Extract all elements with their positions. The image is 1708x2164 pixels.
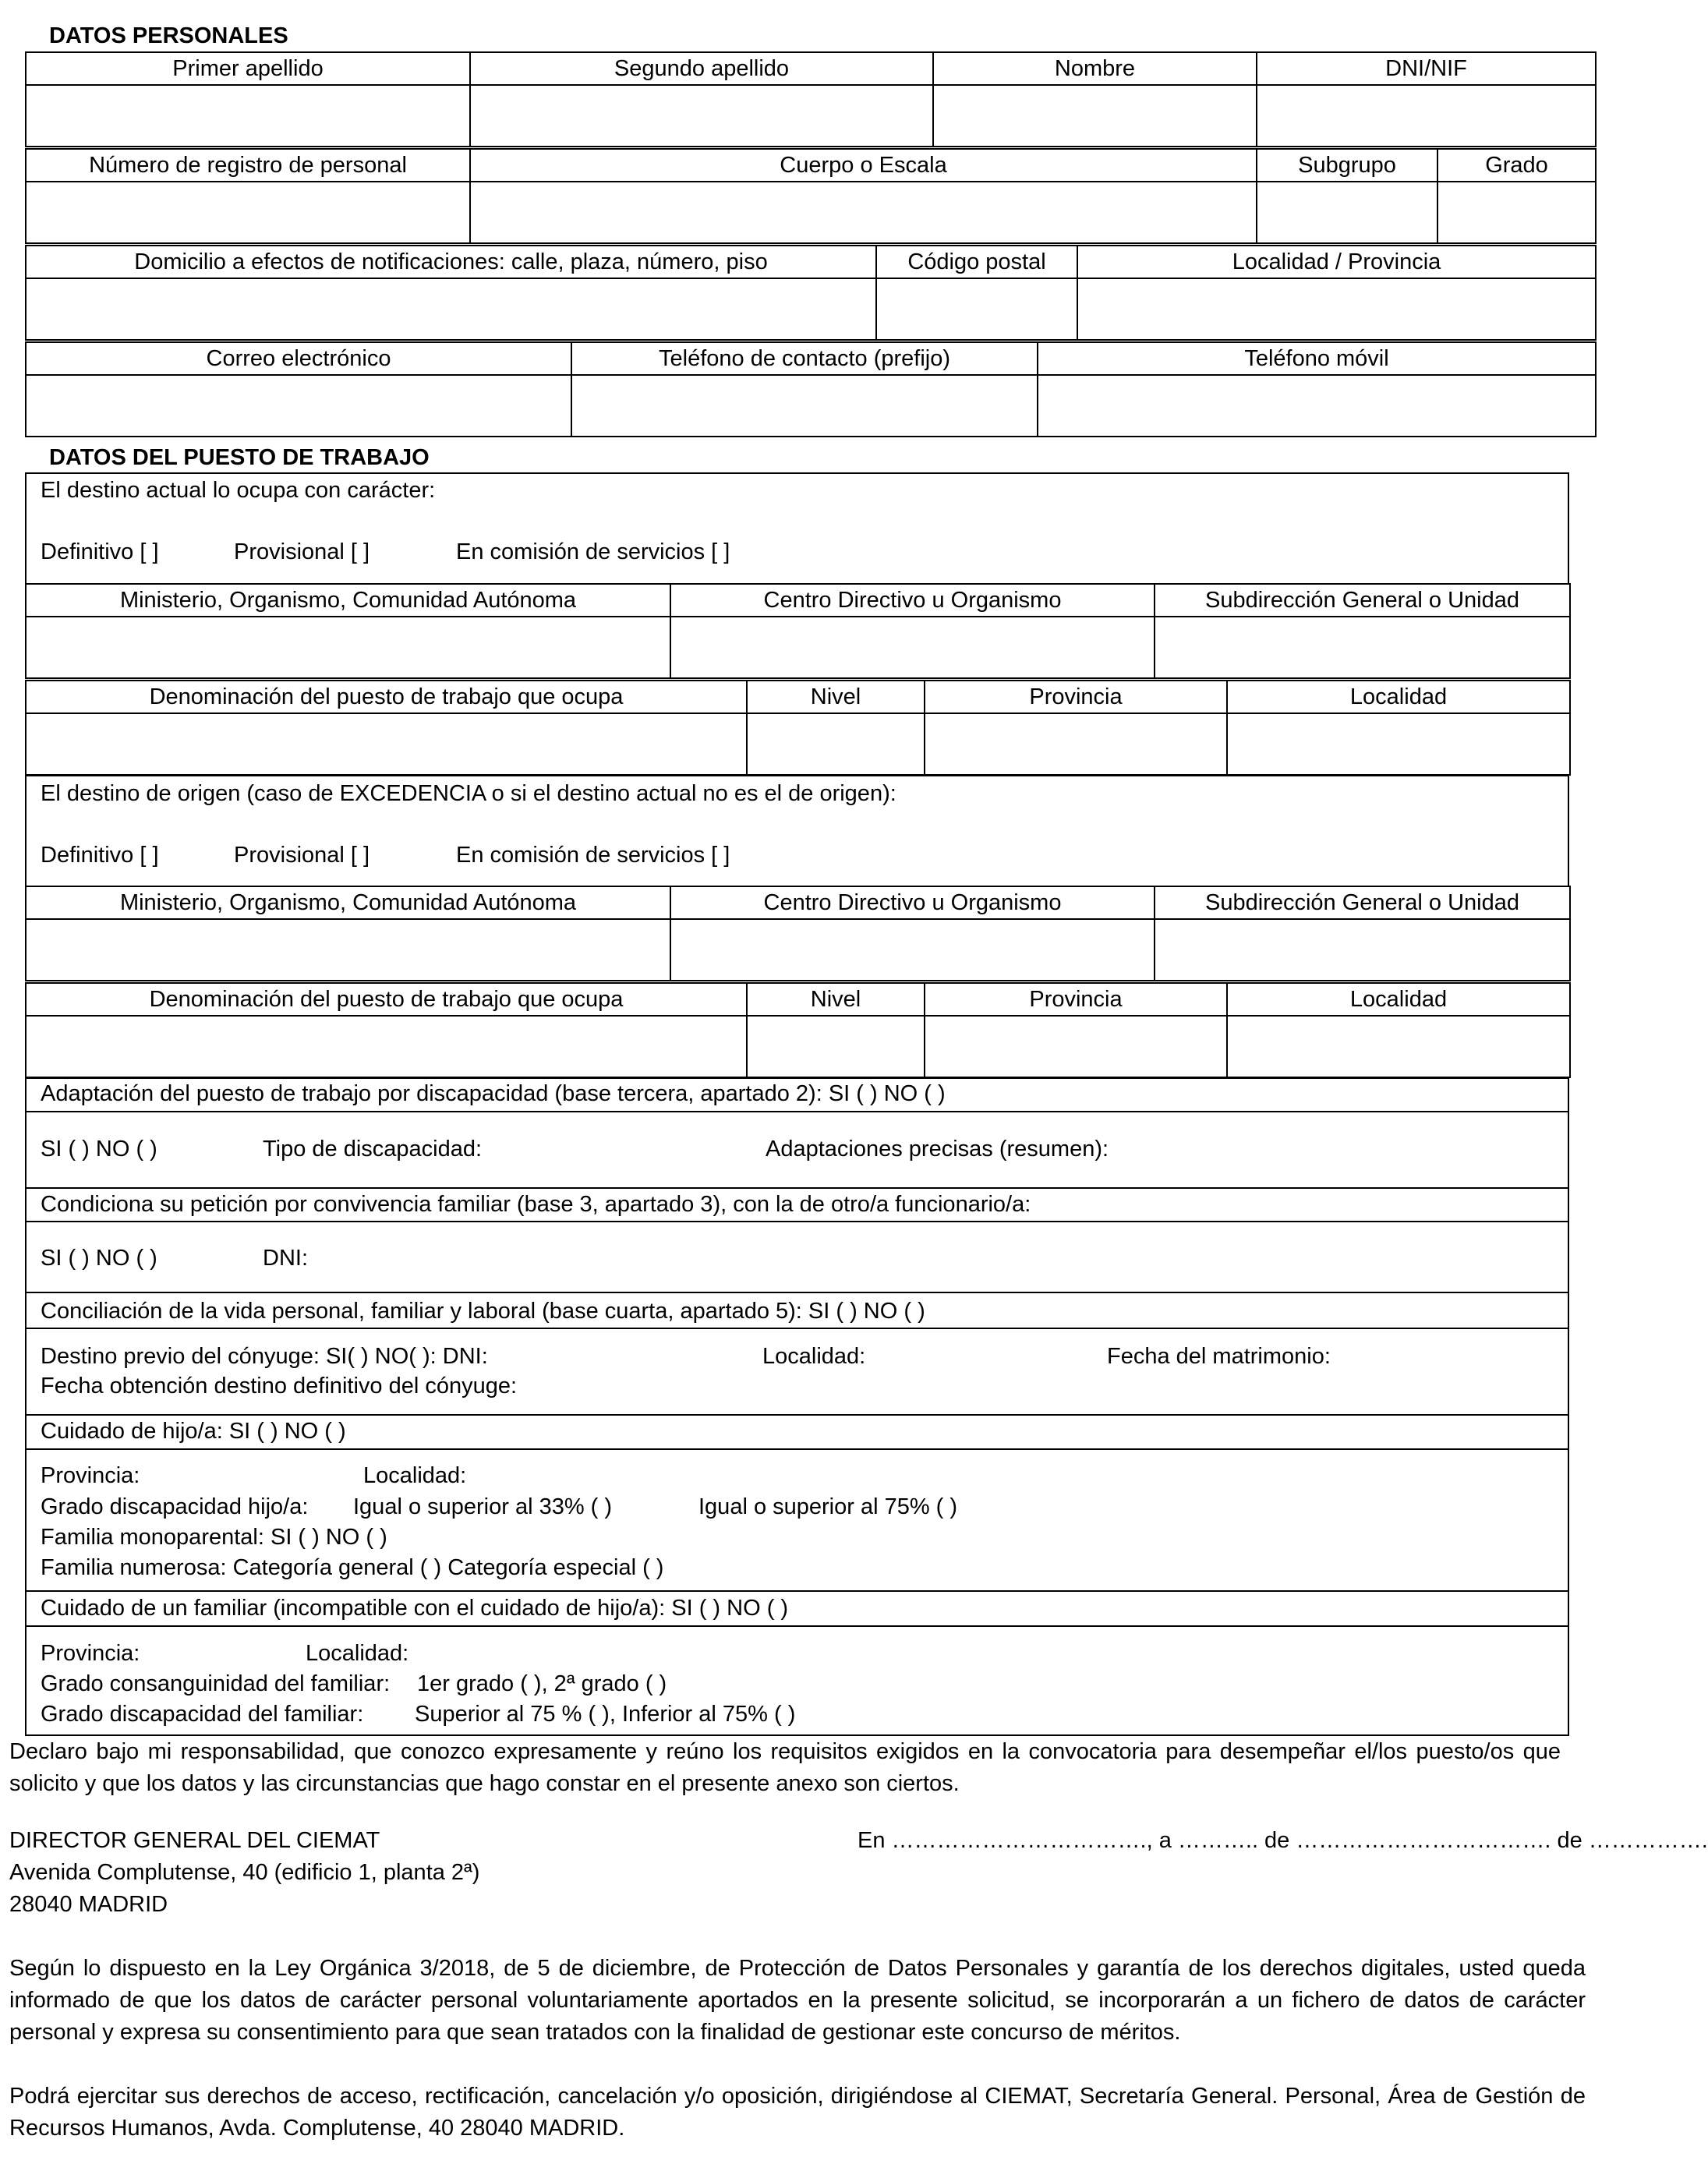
label-locality: Localidad [1227, 681, 1570, 713]
option-definitive[interactable]: Definitivo [ ] [41, 539, 159, 564]
personal-table-1 [25, 51, 1597, 147]
child-disability-33[interactable]: Igual o superior al 33% ( ) [353, 1494, 613, 1519]
divider [25, 1625, 1569, 1627]
origin-option-definitive[interactable]: Definitivo [ ] [41, 843, 159, 868]
child-disability-75[interactable]: Igual o superior al 75% ( ) [698, 1494, 958, 1519]
label-mobile: Teléfono móvil [1038, 342, 1596, 375]
cohabitation-dni-label: DNI: [263, 1246, 308, 1271]
adaptation-header: Adaptación del puesto de trabajo por discapacidad (base tercera, apartado 2): SI ( ) NO ( ) [41, 1081, 946, 1106]
field-origin-subdirection[interactable] [1155, 919, 1570, 981]
label-origin-directive-center: Centro Directivo u Organismo [670, 886, 1155, 919]
field-second-surname[interactable] [470, 85, 933, 147]
divider [25, 1111, 1569, 1112]
family-care-header[interactable]: Cuidado de un familiar (incompatible con el cuidado de hijo/a): SI ( ) NO ( ) [41, 1596, 789, 1621]
label-locality-province: Localidad / Provincia [1077, 246, 1596, 278]
option-commission[interactable]: En comisión de servicios [ ] [456, 539, 730, 564]
personal-table-4 [25, 341, 1597, 437]
privacy-text: Según lo dispuesto en la Ley Orgánica 3/2018, de 5 de diciembre, de Protección de Datos Personales y garantía de los derechos digitales, usted queda informado de que los datos de carácter personal voluntariamente aportados en la presente solicitud, se incorporarán a un fichero de datos de carácter personal y expresa su consentimiento para que sean tratados con la finalidad de gestionar este concurso de méritos. [9, 1956, 1586, 2045]
rights-text: Podrá ejercitar sus derechos de acceso, rectificación, cancelación y/o oposición, dirigiéndose al CIEMAT, Secretaría General. Personal, Área de Gestión de Recursos Humanos, Avda. Complutense, 40 28040 MADRID. [9, 2084, 1586, 2141]
label-origin-province: Provincia [925, 983, 1227, 1016]
field-level[interactable] [747, 713, 925, 775]
divider [25, 1448, 1569, 1450]
spouse-destination[interactable]: Destino previo del cónyuge: SI( ) NO( ): DNI: [41, 1344, 488, 1369]
field-body-scale[interactable] [470, 182, 1257, 243]
field-postal-code[interactable] [876, 278, 1077, 340]
spouse-locality-label: Localidad: [762, 1344, 866, 1369]
label-grade: Grado [1437, 149, 1596, 182]
origin-ministry-table [25, 886, 1571, 981]
divider [25, 1187, 1569, 1189]
label-origin-post-name: Denominación del puesto de trabajo que ocupa [26, 983, 747, 1016]
field-address[interactable] [26, 278, 876, 340]
field-origin-province[interactable] [925, 1016, 1227, 1077]
conciliation-header[interactable]: Conciliación de la vida personal, familiar y laboral (base cuarta, apartado 5): SI ( ) NO ( ) [41, 1299, 925, 1324]
field-name[interactable] [933, 85, 1257, 147]
family-kinship-options[interactable]: 1er grado ( ), 2ª grado ( ) [417, 1671, 667, 1696]
label-subgroup: Subgrupo [1257, 149, 1437, 182]
field-origin-level[interactable] [747, 1016, 925, 1077]
origin-option-commission[interactable]: En comisión de servicios [ ] [456, 843, 730, 868]
field-registry-number[interactable] [26, 182, 470, 243]
field-province[interactable] [925, 713, 1227, 775]
family-locality-label: Localidad: [306, 1641, 409, 1666]
field-ministry[interactable] [26, 617, 670, 678]
label-directive-center: Centro Directivo u Organismo [670, 584, 1155, 617]
label-phone: Teléfono de contacto (prefijo) [571, 342, 1038, 375]
label-postal-code: Código postal [876, 246, 1077, 278]
field-first-surname[interactable] [26, 85, 470, 147]
field-origin-locality[interactable] [1227, 1016, 1570, 1077]
family-disability-label: Grado discapacidad del familiar: [41, 1702, 364, 1727]
family-kinship-label: Grado consanguinidad del familiar: [41, 1671, 391, 1696]
disability-type-label: Tipo de discapacidad: [263, 1137, 483, 1162]
current-destination-intro: El destino actual lo ocupa con carácter: [41, 478, 436, 503]
personal-table-2 [25, 148, 1597, 244]
family-province-label: Provincia: [41, 1641, 140, 1666]
label-post-name: Denominación del puesto de trabajo que ocupa [26, 681, 747, 713]
origin-destination-intro: El destino de origen (caso de EXCEDENCIA o si el destino actual no es el de origen): [41, 781, 896, 806]
field-locality[interactable] [1227, 713, 1570, 775]
circumstances-box [25, 1077, 1569, 1736]
large-family[interactable]: Familia numerosa: Categoría general ( ) Categoría especial ( ) [41, 1555, 664, 1580]
child-disability-label: Grado discapacidad hijo/a: [41, 1494, 309, 1519]
divider [25, 1590, 1569, 1592]
field-post-name[interactable] [26, 713, 747, 775]
field-locality-province[interactable] [1077, 278, 1596, 340]
field-subdirection[interactable] [1155, 617, 1570, 678]
cohabitation-header: Condiciona su petición por convivencia familiar (base 3, apartado 3), con la de otro/a funcionario/a: [41, 1192, 1031, 1217]
label-address: Domicilio a efectos de notificaciones: calle, plaza, número, piso [26, 246, 876, 278]
child-locality-label: Localidad: [363, 1463, 467, 1488]
origin-option-provisional[interactable]: Provisional [ ] [234, 843, 370, 868]
single-parent-family[interactable]: Familia monoparental: SI ( ) NO ( ) [41, 1525, 387, 1550]
adaptations-summary-label: Adaptaciones precisas (resumen): [766, 1137, 1109, 1162]
section-title-personal: DATOS PERSONALES [49, 23, 288, 48]
field-origin-directive-center[interactable] [670, 919, 1155, 981]
divider [25, 1328, 1569, 1329]
field-origin-ministry[interactable] [26, 919, 670, 981]
section-title-job: DATOS DEL PUESTO DE TRABAJO [49, 445, 430, 470]
label-origin-locality: Localidad [1227, 983, 1570, 1016]
label-ministry: Ministerio, Organismo, Comunidad Autónoma [26, 584, 670, 617]
child-care-header[interactable]: Cuidado de hijo/a: SI ( ) NO ( ) [41, 1419, 346, 1444]
field-subgroup[interactable] [1257, 182, 1437, 243]
label-first-surname: Primer apellido [26, 52, 470, 85]
current-ministry-table [25, 583, 1571, 679]
label-origin-ministry: Ministerio, Organismo, Comunidad Autónoma [26, 886, 670, 919]
label-origin-subdirection: Subdirección General o Unidad [1155, 886, 1570, 919]
field-directive-center[interactable] [670, 617, 1155, 678]
addressee-line-1: DIRECTOR GENERAL DEL CIEMAT [9, 1828, 380, 1853]
field-grade[interactable] [1437, 182, 1596, 243]
spouse-definitive-date-label: Fecha obtención destino definitivo del cónyuge: [41, 1374, 518, 1398]
label-second-surname: Segundo apellido [470, 52, 933, 85]
addressee-line-2: Avenida Complutense, 40 (edificio 1, planta 2ª) [9, 1860, 480, 1885]
field-origin-post-name[interactable] [26, 1016, 747, 1077]
divider [25, 1414, 1569, 1416]
declaration-text: Declaro bajo mi responsabilidad, que conozco expresamente y reúno los requisitos exigidos en la convocatoria para desempeñar el/los puesto/os que solicito y que los datos y las circunstancias que hago constar en el presente anexo son ciertos. [9, 1739, 1561, 1796]
label-registry-number: Número de registro de personal [26, 149, 470, 182]
personal-table-3 [25, 245, 1597, 341]
field-email[interactable] [26, 375, 571, 437]
current-post-table [25, 680, 1571, 776]
cohabitation-yesno[interactable]: SI ( ) NO ( ) [41, 1246, 157, 1271]
field-phone[interactable] [571, 375, 1038, 437]
date-place-line[interactable]: En ……………………………., a ……….. de ……………………………. de ……………. [858, 1828, 1708, 1853]
family-disability-options[interactable]: Superior al 75 % ( ), Inferior al 75% ( ) [415, 1702, 796, 1727]
label-subdirection: Subdirección General o Unidad [1155, 584, 1570, 617]
addressee-line-3: 28040 MADRID [9, 1892, 168, 1917]
label-email: Correo electrónico [26, 342, 571, 375]
divider [25, 1221, 1569, 1222]
label-name: Nombre [933, 52, 1257, 85]
option-provisional[interactable]: Provisional [ ] [234, 539, 370, 564]
field-mobile[interactable] [1038, 375, 1596, 437]
divider [25, 1292, 1569, 1293]
label-level: Nivel [747, 681, 925, 713]
label-origin-level: Nivel [747, 983, 925, 1016]
origin-post-table [25, 982, 1571, 1078]
label-dni: DNI/NIF [1257, 52, 1596, 85]
field-dni[interactable] [1257, 85, 1596, 147]
marriage-date-label: Fecha del matrimonio: [1107, 1344, 1331, 1369]
adaptation-yesno[interactable]: SI ( ) NO ( ) [41, 1137, 157, 1162]
child-province-label: Provincia: [41, 1463, 140, 1488]
label-province: Provincia [925, 681, 1227, 713]
label-body-scale: Cuerpo o Escala [470, 149, 1257, 182]
